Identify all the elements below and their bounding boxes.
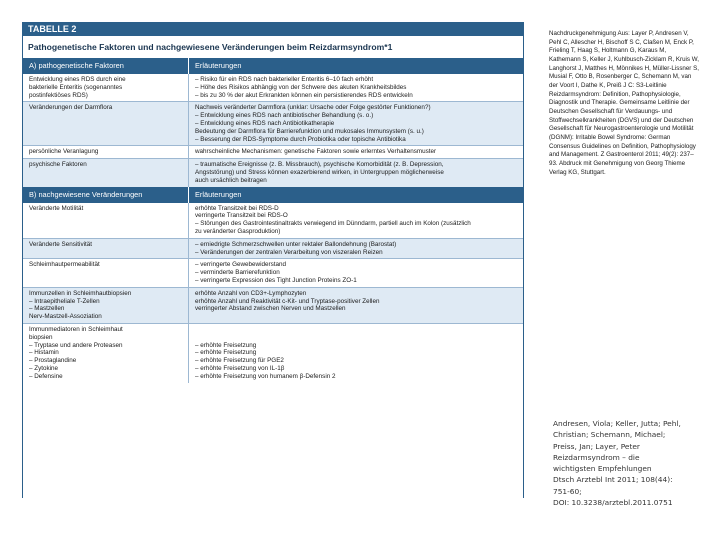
table-label: TABELLE 2 — [23, 22, 523, 36]
reference-line: 751-60; — [553, 486, 582, 496]
factor-cell — [23, 159, 189, 186]
table-panel — [22, 22, 524, 498]
factor-line: – Defensine — [29, 372, 63, 380]
factor-line: – Intraepitheliale T-Zellen — [29, 297, 100, 305]
factor-line — [29, 128, 184, 136]
factor-line — [29, 177, 184, 185]
reference-line: Preiss, Jan; Layer, Peter — [553, 441, 640, 451]
factor-line: – Prostaglandine — [29, 357, 77, 365]
table-row — [23, 203, 523, 238]
explanation-line: verringerte Transitzeit bei RDS-O — [195, 212, 288, 220]
section-b-header — [23, 187, 523, 203]
section-b-rows — [23, 203, 523, 383]
table-title: Pathogenetische Faktoren und nachgewiesene Veränderungen beim Reizdarmsyndrom*1 — [28, 42, 393, 52]
table-row — [23, 323, 523, 383]
factor-line — [29, 277, 184, 285]
explanation-line: verringerter Abstand zwischen Nerven und Mastzellen — [195, 305, 346, 313]
factor-line: – Tryptase und andere Proteasen — [29, 341, 123, 349]
factor-line: Veränderungen der Darmflora — [29, 104, 113, 112]
explanation-line: erhöhte Anzahl von CD3+-Lymphozyten — [195, 289, 307, 297]
factor-line: – Histamin — [29, 349, 59, 357]
explanation-line: – Höhe des Risikos abhängig von der Schwere des akuten Krankheitsbildes — [195, 83, 407, 91]
factor-cell — [23, 203, 189, 238]
citation-text: Nachdruckgenehmigung Aus: Layer P, Andresen V, Pehl C, Allescher H, Bischoff S C, Claßen M, Enck P, Frieling T, Haag S, Holtmann G, Karaus M, Kathemann S, Keller J, Kuhlbusch-Zicklam R, Kruis W, Langhorst J, Matthes H, Mönnikes H, Müller-Lissner S, Musial F, Otto B, Rosenberger C, Schemann M, van der Voort I, Dathe K, Preiß J C: S3-Leitlinie Reizdarmsyndrom: Definition, Pathophysiologie, Diagnostik und Therapie. Gemeinsame Leitlinie der Deutschen Gesellschaft für Verdauungs- und Stoffwechselkrankheiten (DGVS) und der Deutschen Gesellschaft für Neurogastroenterologie und Motilität (DGNM): Irritable Bowel Syndrome: German Consensus Guidelines on Definition, Pathophysiology and Management. Z Gastroenterol 2011; 49(2): 237–93. Abdruck mit Genehmigung von Georg Thieme Verlag KG, Stuttgart. — [549, 30, 699, 176]
factor-cell — [23, 288, 189, 323]
explanation-line: – erhöhte Freisetzung von IL-1β — [195, 364, 285, 372]
explanation-line — [195, 313, 519, 321]
factor-line: – Mastzellen — [29, 305, 65, 313]
factor-line — [29, 220, 184, 228]
explanation-cell — [189, 74, 523, 101]
table-row — [23, 101, 523, 145]
factor-line — [29, 212, 184, 220]
explanation-line: – Besserung der RDS-Symptome durch Probiotika oder topische Antibiotika — [195, 135, 406, 143]
explanation-line: – Veränderungen der zentralen Verarbeitung von viszeralen Reizen — [195, 248, 383, 256]
factor-line — [29, 228, 184, 236]
section-b-right-header: Erläuterungen — [195, 189, 242, 199]
explanation-line: wahrscheinliche Mechanismen: genetische Faktoren sowie erlerntes Verhaltensmuster — [195, 148, 437, 156]
explanation-line: auch ursächlich beitragen — [195, 176, 267, 184]
explanation-line — [195, 334, 519, 342]
explanation-line: – verringerte Gewebewiderstand — [195, 261, 287, 269]
section-a-right-header: Erläuterungen — [195, 61, 242, 70]
explanation-line: erhöhte Anzahl und Reaktivität c-Kit- und Tryptase-positiver Zellen — [195, 297, 380, 305]
factor-line: Immunzellen in Schleimhautbiopsien — [29, 289, 132, 297]
section-a-rows — [23, 74, 523, 187]
factor-cell — [23, 146, 189, 158]
reference-line: DOI: 10.3238/arztebl.2011.0751 — [553, 498, 673, 508]
explanation-cell — [189, 159, 523, 186]
explanation-cell — [189, 102, 523, 145]
factor-line: Schleimhautpermeabilität — [29, 261, 100, 269]
explanation-cell — [189, 324, 523, 383]
table-row — [23, 287, 523, 323]
factor-line — [29, 169, 184, 177]
factor-line: persönliche Veranlagung — [29, 148, 99, 156]
factor-line: Immunmediatoren in Schleimhaut — [29, 325, 123, 333]
reference-line: Christian; Schemann, Michael; — [553, 430, 666, 440]
explanation-line: – erhöhte Freisetzung — [195, 341, 257, 349]
factor-line: – Zytokine — [29, 364, 59, 372]
explanation-line: – Störungen des Gastrointestinaltrakts verwiegend im Dünndarm, partiell auch im Kolon (zusätzlich — [195, 220, 471, 228]
explanation-line: – erniedrigte Schmerzschwellen unter rektaler Ballondehnung (Barostat) — [195, 240, 397, 248]
explanation-line — [195, 326, 519, 334]
explanation-line: – erhöhte Freisetzung für PGE2 — [195, 357, 284, 365]
table-row — [23, 145, 523, 158]
explanation-line: – Risiko für ein RDS nach bakterieller Enteritis 6–10 fach erhöht — [195, 76, 374, 83]
explanation-cell — [189, 288, 523, 323]
explanation-line: – traumatische Ereignisse (z. B. Missbrauch), psychische Komorbidität (z. B. Depression, — [195, 161, 444, 169]
explanation-cell — [189, 146, 523, 158]
explanation-line: – verringerte Expression des Tight Junction Proteins ZO-1 — [195, 276, 357, 284]
explanation-line: – erhöhte Freisetzung von humanem β-Defensin 2 — [195, 372, 336, 380]
factor-line: postinfektiöses RDS) — [29, 91, 88, 99]
reference-line: Andresen, Viola; Keller, Jutta; Pehl, — [553, 419, 681, 428]
explanation-line: erhöhte Transitzeit bei RDS-D — [195, 204, 279, 212]
explanation-line: – erhöhte Freisetzung — [195, 349, 257, 357]
explanation-cell — [189, 203, 523, 238]
explanation-line: – verminderte Barrierefunktion — [195, 269, 280, 277]
table-row — [23, 238, 523, 259]
factor-line: Veränderte Motilität — [29, 204, 84, 212]
factor-line: bakterielle Enteritis (sogenanntes — [29, 83, 123, 91]
reference-line: Reizdarmsyndrom – die — [553, 452, 640, 462]
explanation-line: – Entwicklung eines RDS nach Antibiotikatherapie — [195, 119, 335, 127]
explanation-line: – Entwicklung eines RDS nach antibiotischer Behandlung (s. o.) — [195, 112, 374, 120]
factor-line: biopsien — [29, 333, 53, 341]
table-row — [23, 158, 523, 186]
explanation-line: Angststörung) und Stress können exazerbierend wirken, in Untergruppen möglicherweise — [195, 168, 444, 176]
reference-line: Dtsch Arztebl Int 2011; 108(44): — [553, 475, 673, 485]
factor-line — [29, 136, 184, 144]
section-a-left-header: A) pathogenetische Faktoren — [23, 58, 189, 74]
reference-block — [553, 418, 718, 508]
factor-line — [29, 269, 184, 277]
factor-line — [29, 112, 184, 120]
factor-line: Veränderte Sensitivität — [29, 240, 93, 248]
factor-line: Entwicklung eines RDS durch eine — [29, 76, 126, 83]
factor-cell — [23, 259, 189, 286]
table-row — [23, 74, 523, 101]
explanation-cell — [189, 239, 523, 259]
factor-cell — [23, 74, 189, 101]
explanation-line: – bis zu 30 % der akut Erkrankten können ein persistierendes RDS entwickeln — [195, 91, 413, 99]
factor-line — [29, 249, 184, 257]
factor-line — [29, 120, 184, 128]
factor-cell — [23, 102, 189, 145]
explanation-line: Nachweis veränderter Darmflora (unklar: Ursache oder Folge gestörter Funktionen?) — [195, 104, 431, 112]
explanation-cell — [189, 259, 523, 286]
factor-cell — [23, 239, 189, 259]
factor-cell — [23, 324, 189, 383]
explanation-line: zu veränderter Gasproduktion) — [195, 227, 281, 235]
factor-line: psychische Faktoren — [29, 161, 87, 169]
reference-line: wichtigsten Empfehlungen — [553, 464, 652, 474]
factor-line: Nerv-Mastzell-Assoziation — [29, 313, 102, 321]
section-b-left-header: B) nachgewiesene Veränderungen — [23, 187, 189, 203]
table-row — [23, 258, 523, 286]
explanation-line: Bedeutung der Darmflora für Barrierefunktion und mukosales Immunsystem (s. u.) — [195, 127, 424, 135]
section-a-header — [23, 58, 523, 74]
